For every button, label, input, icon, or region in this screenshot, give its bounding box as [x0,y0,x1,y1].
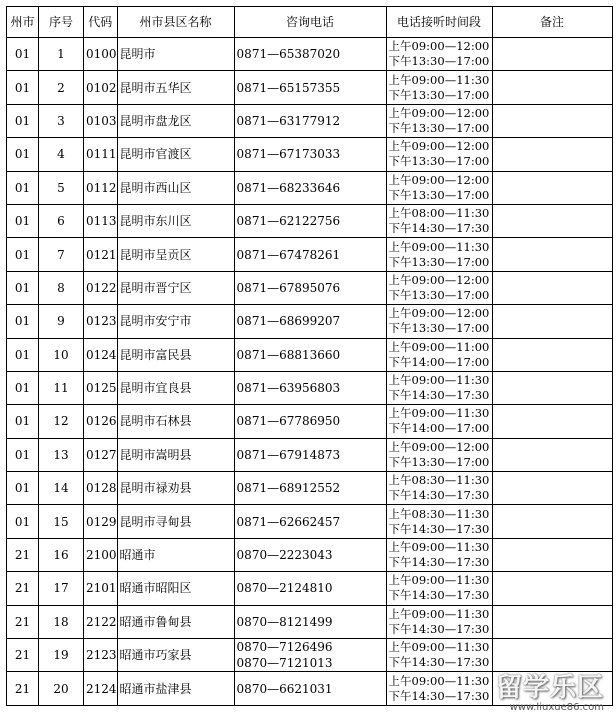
cell-times [386,405,492,438]
time-afternoon: 下午13:30—17:00 [388,120,490,135]
watermark-site: www.liuxue86.com [509,702,604,713]
phone-number: 0871—67173033 [236,147,341,162]
table-row [7,472,613,505]
time-morning: 上午09:00—12:00 [388,172,490,187]
cell-phone [234,572,386,605]
cell-code: 2100 [84,538,118,571]
phone-number: 0871—67786950 [236,414,341,429]
cell-seq: 17 [39,572,84,605]
cell-times [386,472,492,505]
cell-code: 0125 [84,371,118,404]
cell-code: 0126 [84,405,118,438]
cell-code: 0103 [84,104,118,137]
cell-times [386,438,492,471]
cell-seq: 20 [39,672,84,705]
table-row [7,238,613,271]
cell-note [492,138,612,171]
cell-times [386,572,492,605]
header-seq: 序号 [39,7,84,38]
time-morning: 上午09:00—11:30 [388,573,490,588]
cell-times [386,38,492,71]
cell-phone [234,405,386,438]
time-morning: 上午09:00—11:30 [388,406,490,421]
cell-note [492,538,612,571]
cell-code: 0100 [84,38,118,71]
cell-note [492,405,612,438]
time-afternoon: 下午13:30—17:00 [388,54,490,69]
table-row [7,271,613,304]
cell-note [492,305,612,338]
phone-number: 0871—67478261 [236,247,341,262]
cell-seq: 14 [39,472,84,505]
cell-seq: 9 [39,305,84,338]
time-afternoon: 下午14:30—17:30 [388,388,490,403]
cell-city: 01 [7,71,39,104]
cell-city: 01 [7,371,39,404]
header-code: 代码 [84,7,118,38]
cell-code: 0111 [84,138,118,171]
cell-note [492,238,612,271]
cell-phone [234,639,386,672]
cell-name: 昆明市寻甸县 [117,505,234,538]
time-afternoon: 下午14:30—17:30 [388,221,490,236]
phone-number: 0871—65157355 [236,80,341,95]
time-afternoon: 下午14:00—17:00 [388,421,490,436]
cell-seq: 16 [39,538,84,571]
cell-note [492,505,612,538]
cell-name: 昆明市安宁市 [117,305,234,338]
cell-note [492,271,612,304]
time-morning: 上午09:00—12:00 [388,139,490,154]
table-row [7,605,613,638]
table-row [7,171,613,204]
table-body [7,38,613,706]
time-afternoon: 下午14:30—17:30 [388,521,490,536]
phone-number: 0871—62122756 [236,214,341,229]
cell-times [386,171,492,204]
cell-seq: 18 [39,605,84,638]
cell-note [492,572,612,605]
cell-times [386,505,492,538]
phone-number: 0870—2223043 [236,548,333,563]
cell-phone [234,538,386,571]
cell-name: 昆明市官渡区 [117,138,234,171]
cell-name: 昆明市嵩明县 [117,438,234,471]
cell-seq: 15 [39,505,84,538]
time-afternoon: 下午13:30—17:00 [388,154,490,169]
time-morning: 上午08:30—11:30 [388,506,490,521]
cell-name: 昭通市 [117,538,234,571]
cell-seq: 11 [39,371,84,404]
cell-seq: 2 [39,71,84,104]
time-afternoon: 下午13:30—17:00 [388,254,490,269]
header-times: 电话接听时间段 [386,7,492,38]
cell-phone [234,71,386,104]
time-afternoon: 下午13:30—17:00 [388,454,490,469]
phone-number: 0871—63177912 [236,113,341,128]
time-morning: 上午09:00—11:30 [388,72,490,87]
cell-name: 昆明市盘龙区 [117,104,234,137]
cell-phone [234,138,386,171]
table-row [7,572,613,605]
cell-times [386,605,492,638]
phone-number: 0871—68813660 [236,347,341,362]
watermark-brand: 留学乐区 [495,673,604,703]
cell-note [492,71,612,104]
cell-times [386,538,492,571]
table-row [7,538,613,571]
time-afternoon: 下午14:30—17:30 [388,555,490,570]
cell-phone [234,672,386,705]
phone-number: 0871—63956803 [236,381,341,396]
table-row [7,505,613,538]
cell-name: 昆明市禄劝县 [117,472,234,505]
cell-code: 0129 [84,505,118,538]
cell-seq: 1 [39,38,84,71]
hotline-table [6,6,613,706]
cell-note [492,104,612,137]
cell-seq: 10 [39,338,84,371]
cell-note [492,605,612,638]
cell-name: 昆明市呈贡区 [117,238,234,271]
cell-name: 昆明市五华区 [117,71,234,104]
cell-times [386,672,492,705]
cell-seq: 3 [39,104,84,137]
table-row [7,138,613,171]
time-morning: 上午09:00—11:30 [388,640,490,655]
cell-times [386,338,492,371]
phone-number: 0871—67914873 [236,447,341,462]
cell-code: 0112 [84,171,118,204]
cell-phone [234,171,386,204]
cell-phone [234,438,386,471]
cell-times [386,371,492,404]
phone-number: 0871—68699207 [236,314,341,329]
header-name: 州市县区名称 [117,7,234,38]
cell-city: 21 [7,572,39,605]
header-note: 备注 [492,7,612,38]
cell-code: 0124 [84,338,118,371]
cell-phone [234,505,386,538]
time-afternoon: 下午14:00—17:00 [388,354,490,369]
cell-phone [234,338,386,371]
cell-city: 01 [7,38,39,71]
cell-code: 0102 [84,71,118,104]
cell-seq: 12 [39,405,84,438]
cell-phone [234,371,386,404]
time-afternoon: 下午14:30—17:30 [388,621,490,636]
cell-name: 昆明市富民县 [117,338,234,371]
time-afternoon: 下午14:30—17:30 [388,688,490,703]
time-morning: 上午09:00—11:30 [388,540,490,555]
cell-city: 01 [7,305,39,338]
cell-city: 01 [7,438,39,471]
cell-city: 21 [7,639,39,672]
cell-name: 昭通市昭阳区 [117,572,234,605]
cell-city: 01 [7,405,39,438]
cell-code: 2124 [84,672,118,705]
cell-seq: 8 [39,271,84,304]
cell-phone [234,605,386,638]
cell-name: 昆明市宜良县 [117,371,234,404]
phone-number: 0871—65387020 [236,47,341,62]
time-afternoon: 下午13:30—17:00 [388,87,490,102]
time-morning: 上午09:00—11:30 [388,606,490,621]
cell-code: 0113 [84,204,118,237]
cell-city: 21 [7,538,39,571]
time-morning: 上午09:00—11:00 [388,339,490,354]
cell-phone [234,271,386,304]
cell-name: 昆明市石林县 [117,405,234,438]
time-morning: 上午09:00—12:00 [388,439,490,454]
cell-note [492,38,612,71]
cell-seq: 13 [39,438,84,471]
time-morning: 上午09:00—12:00 [388,105,490,120]
cell-code: 2122 [84,605,118,638]
phone-number: 0870—8121499 [236,614,333,629]
time-morning: 上午08:30—11:30 [388,473,490,488]
table-row [7,405,613,438]
cell-seq: 7 [39,238,84,271]
time-afternoon: 下午13:30—17:00 [388,187,490,202]
phone-number: 0871—67895076 [236,280,341,295]
cell-code: 0123 [84,305,118,338]
time-afternoon: 下午14:30—17:30 [388,588,490,603]
cell-note [492,371,612,404]
header-phone: 咨询电话 [234,7,386,38]
cell-note [492,171,612,204]
cell-times [386,138,492,171]
cell-times [386,305,492,338]
cell-name: 昭通市鲁甸县 [117,605,234,638]
cell-code: 2101 [84,572,118,605]
cell-phone [234,305,386,338]
cell-note [492,472,612,505]
cell-city: 01 [7,338,39,371]
cell-times [386,271,492,304]
time-morning: 上午09:00—11:30 [388,373,490,388]
table-row [7,71,613,104]
table-row [7,305,613,338]
cell-phone [234,472,386,505]
cell-city: 01 [7,505,39,538]
time-afternoon: 下午14:30—17:30 [388,488,490,503]
cell-code: 0121 [84,238,118,271]
phone-number: 0871—68912552 [236,481,341,496]
cell-seq: 4 [39,138,84,171]
cell-code: 0127 [84,438,118,471]
cell-name: 昆明市晋宁区 [117,271,234,304]
cell-name: 昆明市 [117,38,234,71]
cell-times [386,238,492,271]
time-morning: 上午09:00—12:00 [388,306,490,321]
cell-times [386,71,492,104]
phone-number: 0870—6621031 [236,681,333,696]
cell-city: 01 [7,104,39,137]
cell-phone [234,38,386,71]
cell-phone [234,104,386,137]
phone-number: 0870—2124810 [236,581,333,596]
cell-seq: 19 [39,639,84,672]
cell-code: 0128 [84,472,118,505]
phone-number: 0870—7126496 [236,640,333,655]
table-row [7,371,613,404]
table-row [7,338,613,371]
cell-times [386,104,492,137]
time-afternoon: 下午13:30—17:00 [388,287,490,302]
cell-times [386,639,492,672]
cell-code: 0122 [84,271,118,304]
header-row [7,7,613,38]
table-row [7,204,613,237]
cell-times [386,204,492,237]
cell-city: 01 [7,271,39,304]
cell-note [492,438,612,471]
phone-number: 0870—7121013 [236,656,333,671]
cell-name: 昆明市东川区 [117,204,234,237]
cell-name: 昭通市盐津县 [117,672,234,705]
cell-name: 昆明市西山区 [117,171,234,204]
cell-city: 01 [7,238,39,271]
time-morning: 上午09:00—12:00 [388,272,490,287]
cell-city: 01 [7,204,39,237]
time-afternoon: 下午13:30—17:00 [388,321,490,336]
cell-city: 01 [7,171,39,204]
time-afternoon: 下午14:30—17:30 [388,655,490,670]
phone-number: 0871—62662457 [236,514,341,529]
cell-city: 01 [7,138,39,171]
cell-note [492,338,612,371]
table-row [7,104,613,137]
cell-note [492,204,612,237]
watermark-logo [496,667,604,713]
cell-city: 01 [7,472,39,505]
table-header [7,7,613,38]
cell-city: 21 [7,605,39,638]
time-morning: 上午08:00—11:30 [388,206,490,221]
cell-seq: 5 [39,171,84,204]
table-row [7,438,613,471]
cell-name: 昭通市巧家县 [117,639,234,672]
table-row [7,38,613,71]
time-morning: 上午09:00—12:00 [388,39,490,54]
phone-number: 0871—68233646 [236,180,341,195]
cell-phone [234,238,386,271]
cell-seq: 6 [39,204,84,237]
cell-phone [234,204,386,237]
time-morning: 上午09:00—11:30 [388,239,490,254]
cell-city: 21 [7,672,39,705]
header-city: 州市 [7,7,39,38]
cell-code: 2123 [84,639,118,672]
time-morning: 上午09:00—11:30 [388,673,490,688]
